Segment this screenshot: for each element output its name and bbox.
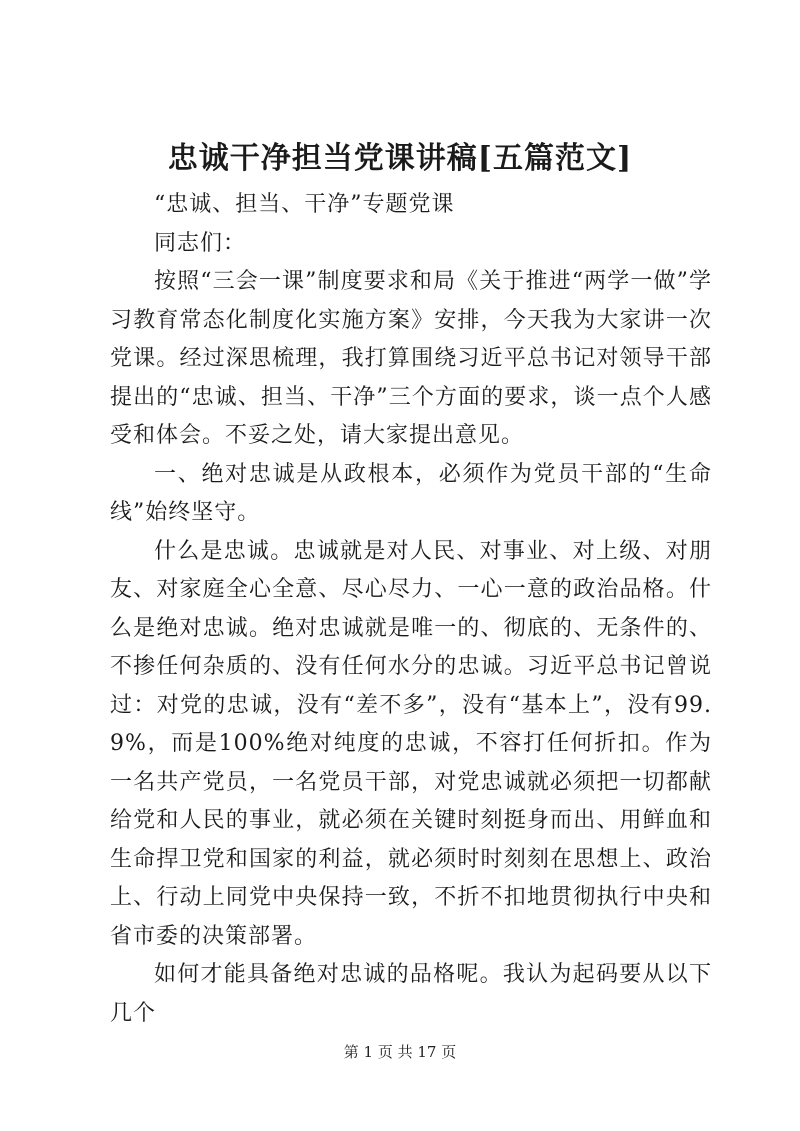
paragraph-subtitle: “忠诚、担当、干净”专题党课 <box>154 192 455 217</box>
document-title: 忠诚干净担当党课讲稿[五篇范文] <box>167 141 633 176</box>
paragraph-loyalty: 什么是忠诚。忠诚就是对人民、对事业、对上级、对朋友、对家庭全心全意、尽心尽力、一心一意的政治品格。什么是绝对忠诚。绝对忠诚就是唯一的、彻底的、无条件的、不掺任何杂质的、没有任何水分的忠诚。习近平总书记曾说过：对党的忠诚，没有“差不多”，没有“基本上”，没有99.9%，而是100%绝对纯度的忠诚，不容打任何折扣。作为一名共产党员，一名党员干部，对党忠诚就必须把一切都献给党和人民的事业，就必须在关键时刻挺身而出、用鲜血和生命捍卫党和国家的利益，就必须时时刻刻在思想上、政治上、行动上同党中央保持一致，不折不扣地贯彻执行中央和省市委的决策部署。 <box>110 538 712 949</box>
document-body <box>110 186 712 1033</box>
paragraph-salutation: 同志们： <box>154 230 247 256</box>
paragraph-how: 如何才能具备绝对忠诚的品格呢。我认为起码要从以下几个 <box>110 962 712 1026</box>
paragraph-section-heading: 一、绝对忠诚是从政根本，必须作为党员干部的“生命线”始终坚守。 <box>110 461 712 525</box>
paragraph-intro: 按照“三会一课”制度要求和局《关于推进“两学一做”学习教育常态化制度化实施方案》安排，今天我为大家讲一次党课。经过深思梳理，我打算围绕习近平总书记对领导干部提出的“忠诚、担当、干净”三个方面的要求，谈一点个人感受和体会。不妥之处，请大家提出意见。 <box>110 269 712 448</box>
page-number-footer: 第 1 页 共 17 页 <box>343 1043 457 1061</box>
